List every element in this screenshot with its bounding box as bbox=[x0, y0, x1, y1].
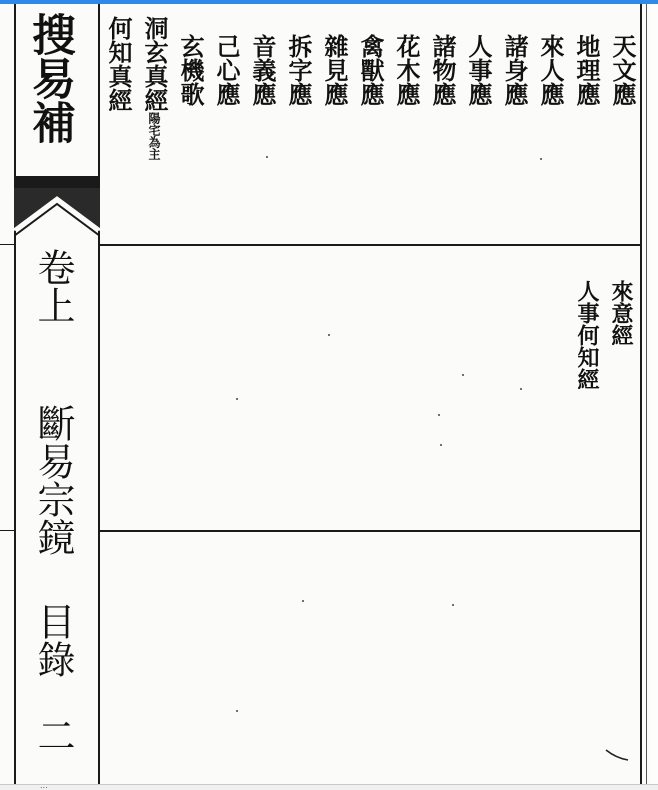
toc-entry: 禽獸應 bbox=[356, 34, 385, 106]
frame-row-divider-1 bbox=[100, 244, 640, 246]
scan-speck bbox=[328, 334, 330, 336]
volume-label: 卷上 bbox=[31, 248, 75, 324]
toc-entry: 來意經 bbox=[608, 280, 634, 346]
scan-speck bbox=[236, 710, 238, 712]
toc-entry: 諸物應 bbox=[428, 34, 457, 106]
toc-entry: 人事應 bbox=[464, 34, 493, 106]
toc-entry: 玄機歌 bbox=[176, 34, 205, 106]
toc-entry: 花木應 bbox=[392, 34, 421, 106]
toc-entry-special bbox=[140, 16, 169, 160]
frame-row-divider-2 bbox=[100, 530, 640, 532]
toc-entry: 何知真經 bbox=[104, 16, 133, 112]
page-number: 二 bbox=[31, 716, 75, 754]
scan-speck bbox=[302, 600, 304, 602]
status-dots: ... bbox=[40, 781, 48, 790]
scan-speck bbox=[520, 388, 522, 390]
frame-right-outer bbox=[646, 4, 647, 784]
frame-spine-right bbox=[98, 4, 100, 784]
scan-speck bbox=[236, 398, 238, 400]
toc-entry: 來人應 bbox=[536, 34, 565, 106]
toc-entry-main: 洞玄真經 bbox=[140, 16, 169, 112]
toc-entry: 己心應 bbox=[212, 34, 241, 106]
toc-entry-note: 陽宅為主 bbox=[147, 112, 161, 160]
toc-entry: 音義應 bbox=[248, 34, 277, 106]
toc-entry: 拆字應 bbox=[284, 34, 313, 106]
scan-mark-icon bbox=[604, 748, 630, 762]
section-type: 目錄 bbox=[31, 602, 75, 678]
viewer-status-bar bbox=[0, 781, 658, 790]
fishtail-ornament-icon bbox=[14, 178, 100, 238]
section-title: 斷易宗鏡 bbox=[31, 404, 75, 556]
scan-speck bbox=[440, 444, 442, 446]
margin-tick-left-2 bbox=[0, 530, 14, 531]
toc-entry: 諸身應 bbox=[500, 34, 529, 106]
book-title: 搜易補 bbox=[24, 12, 75, 144]
scan-speck bbox=[452, 604, 454, 606]
scanned-page bbox=[0, 4, 650, 784]
margin-tick-left-1 bbox=[0, 244, 14, 245]
scan-speck bbox=[266, 156, 268, 158]
scan-speck bbox=[438, 414, 440, 416]
toc-entry: 人事何知經 bbox=[574, 280, 600, 390]
frame-right bbox=[640, 4, 642, 784]
toc-entry: 天文應 bbox=[608, 34, 637, 106]
scan-speck bbox=[540, 158, 542, 160]
toc-entry: 地理應 bbox=[572, 34, 601, 106]
frame-left-outer bbox=[14, 4, 16, 784]
toc-entry: 雜見應 bbox=[320, 34, 349, 106]
scan-speck bbox=[462, 374, 464, 376]
